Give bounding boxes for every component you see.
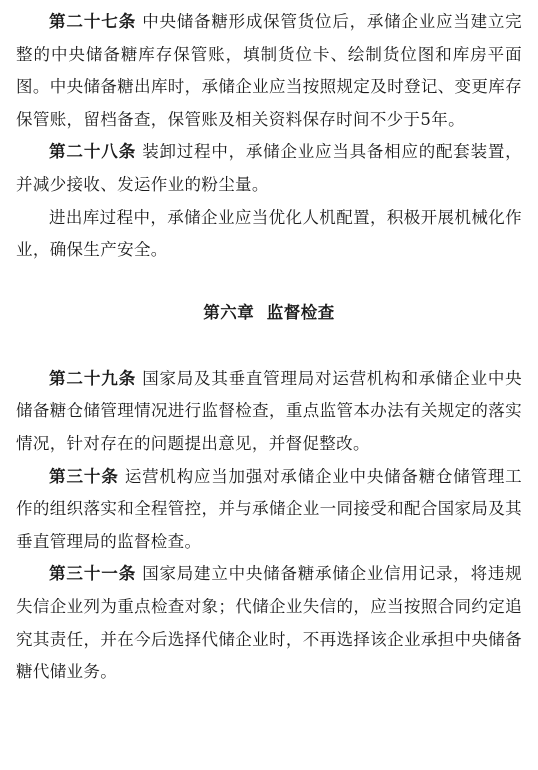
article-31-text: 国家局建立中央储备糖承储企业信用记录，将违规失信企业列为重点检查对象；代储企业失信的，应当按照合同约定追究其责任，并在今后选择代储企业时，不再选择该企业承担中央储备糖代储业务。 <box>16 564 522 682</box>
article-28-text: 装卸过程中，承储企业应当具备相应的配套装置，并减少接收、发运作业的粉尘量。 <box>16 142 522 194</box>
article-31 <box>16 558 522 688</box>
article-30-label: 第三十条 <box>49 466 119 486</box>
article-27 <box>16 6 522 136</box>
article-30 <box>16 461 522 559</box>
article-29-text: 国家局及其垂直管理局对运营机构和承储企业中央储备糖仓储管理情况进行监督检查，重点监管本办法有关规定的落实情况，针对存在的问题提出意见，并督促整改。 <box>16 368 522 453</box>
article-29 <box>16 363 522 461</box>
article-28-paragraph-2 <box>16 202 522 267</box>
article-27-label: 第二十七条 <box>49 12 137 31</box>
article-27-text: 中央储备糖形成保管货位后，承储企业应当建立完整的中央储备糖库存保管账，填制货位卡、绘制货位图和库房平面图。中央储备糖出库时，承储企业应当按照规定及时登记、变更库存保管账，留档备查，保管账及相关资料保存时间不少于5年。 <box>16 12 522 129</box>
chapter-6-heading: 第六章 监督检查 <box>203 302 335 322</box>
article-28-paragraph-2-text: 进出库过程中，承储企业应当优化人机配置，积极开展机械化作业，确保生产安全。 <box>16 207 522 260</box>
article-29-label: 第二十九条 <box>49 368 137 388</box>
article-28 <box>16 136 522 201</box>
article-31-label: 第三十一条 <box>49 564 137 584</box>
article-28-label: 第二十八条 <box>49 142 137 162</box>
article-30-text: 运营机构应当加强对承储企业中央储备糖仓储管理工作的组织落实和全程管控，并与承储企业一同接受和配合国家局及其垂直管理局的监督检查。 <box>16 466 523 551</box>
